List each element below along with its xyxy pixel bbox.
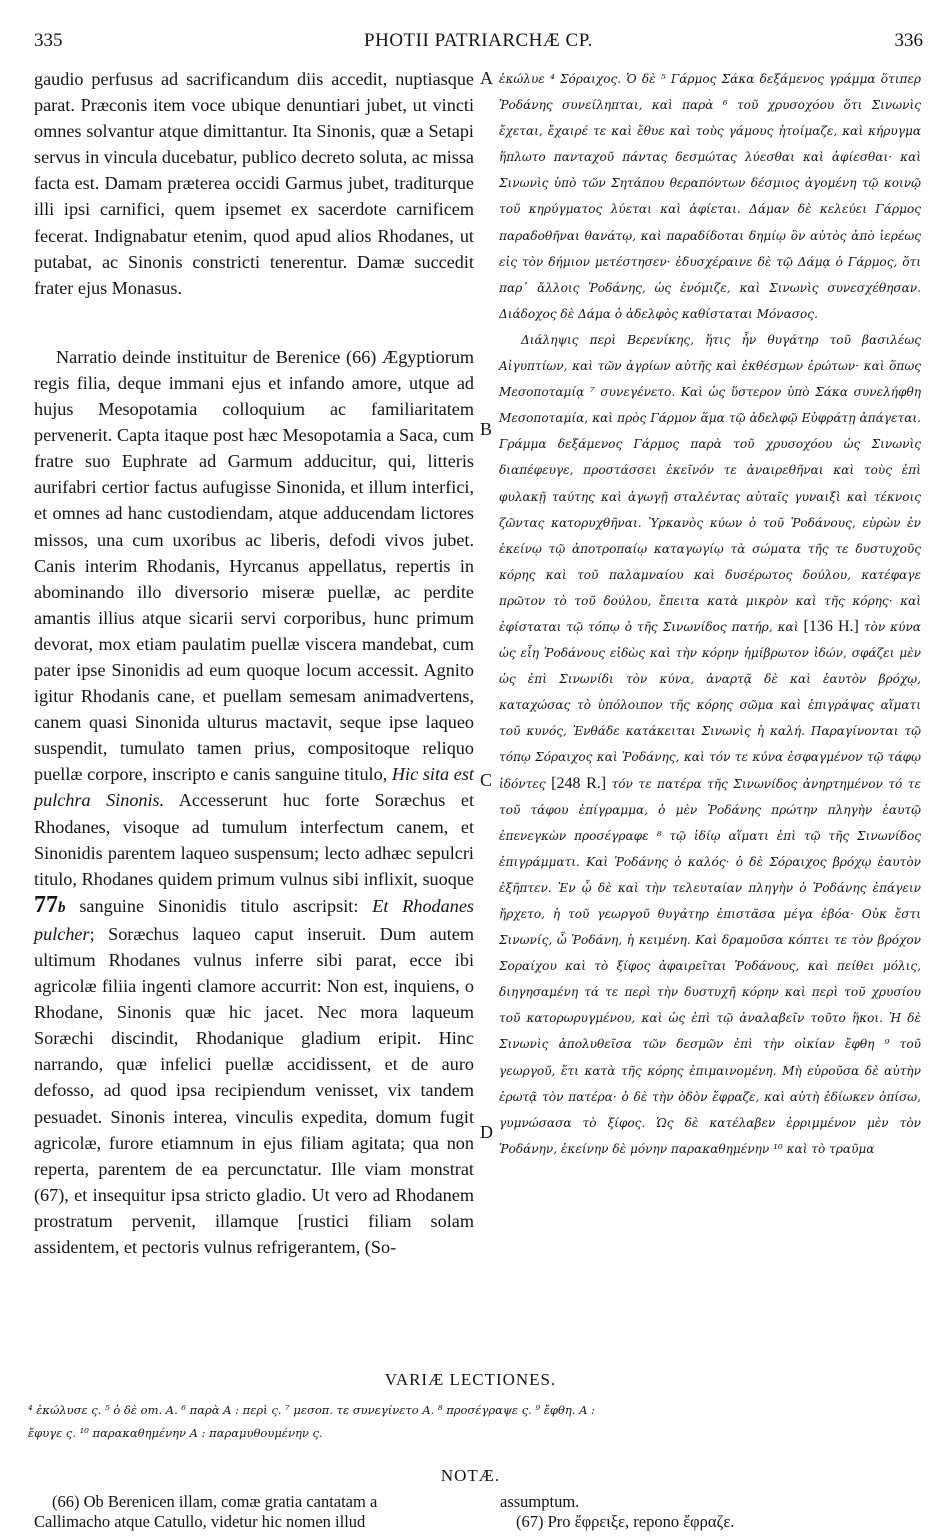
section-marker-d: D — [480, 1122, 493, 1142]
latin-text: ; Soræchus laqueo caput inseruit. Dum autem ultimum Rhodanes vulnus inferre sibi parat, ecce ibi agricolæ filiia ingenti clamore accurrit: Non est, inquiens, o Rhodane, Sinonis quæ hic jacet. Nec mora laqueum Soræchi discindit, Rhodanique gladium eripit. Hinc narrando, quæ infelici puellæ accidissent, et de auro defosso, ad quod ipsa recipiendum venisset, vix tandem pesuadet. Sinonis interea, vinculis expedita, domum fugit agricolæ, furore etiamnum in ejus filiam agitata; qua non reperta, parentem de ea percunctatur. Ille viam monstrat (67), et insequitur ipsa stricto gladio. Ut vero ad Rhodanem prostratum pervenit, illamque [rustici filiam solam assidentem, et pectoris vulnus refrigerantem, (So- — [34, 923, 474, 1258]
greek-text: τὸν κύνα ὡς εἶη Ῥοδάνους εἰδὼς καὶ τὴν κόρην ἡμίβρωτον ἰδών, σφάζει μὲν ὡς ἐπὶ Σινωνίδι τὸν κύνα, ἀναρτᾷ δὲ καὶ ἑαυτὸν βρόχῳ, καταχώσας τὸ ὑπόλοιπον τῆς κόρης σῶμα καὶ ἐπιγράψας αἵματι τοῦ κυνός, Ἐνθάδε κατάκειται Σινωνὶς ἡ καλή. Παραγίνονται τῷ τόπῳ Σόραιχος καὶ Ῥοδάνης, καὶ τόν τε κύνα ἐσφαγμένον τῷ τάφῳ ἰδόντες — [499, 619, 921, 791]
latin-paragraph-1: gaudio perfusus ad sacrificandum diis accedit, nuptiasque parat. Præconis item voce ubique denuntiari jubet, ut vincti omnes solvantur atque dimittantur. Ita Sinonis, quæ a Setapi servus in vincula ducebatur, publico decreto soluta, ac missa facta est. Damam præterea occidi Garmus jubet, traditurque illi ipsi carnifici, quem ipsemet ex sacerdote carnificem fecerat. Indignabatur etenim, quod apud alios Rhodanes, ut putabat, ac Sinonis constricti tenerentur. Damæ succedit frater ejus Monasus. — [34, 69, 474, 298]
notae-heading: NOTÆ. — [440, 1466, 501, 1485]
greek-paragraph-2 — [499, 327, 921, 1162]
section-marker-b: B — [480, 419, 493, 439]
page-reference: [248 R.] — [551, 774, 607, 792]
latin-text: Narratio deinde instituitur de Berenice (66) Ægyptiorum regis filia, deque immani ejus et infando amore, utque ad hujus Mesopotamia colloquium ac familiaritatem pervenerit. Capta itaque post hæc Mesopotamia a Saca, cum fratre suo Euphrate ad Garmum adducitur, qui, litteris aurifabri certior factus aufugisse Sinonida, et illum interfici, et omnes ad hanc custodiendam, atque adducendam lictores missos, una cum uxoribus ac liberis, defodi vivos jubet. Canis interim Rhodanis, Hyrcanus appellatus, repertis in abominando illo diversorio miseræ puellæ, ac perdite amantis illius atque sicarii servi corporibus, hunc primum devorat, mox etiam paulatim puellæ viscera mandebat, cum pater ipse Sinonidis ad eum quoque locum accessit. Agnito igitur Rhodanis cane, et puellam semesam animadvertens, canem quasi Sinonida ulturus mactavit, seque ipse laqueo suspendit, tumulato tamen prius, compositoque reliquo puellæ corpore, inscripto e canis sanguine titulo, — [34, 346, 474, 785]
greek-text: Διάληψις περὶ Βερενίκης, ἥτις ἦν θυγάτηρ τοῦ βασιλέως Αἰγυπτίων, καὶ τῶν ἀγρίων αὐτῆς καὶ ἐκθέσμων ἐρώτων· καὶ ὅπως Μεσοποταμίᾳ ⁷ συνεγένετο. Καὶ ὡς ὕστερον ὑπὸ Σάκα συνελήφθη Μεσοποταμία, καὶ πρὸς Γάρμον ἅμα τῷ ἀδελφῷ Εὐφράτῃ ἀπάγεται. Γράμμα δεξάμενος Γάρμος παρὰ τοῦ χρυσοχόου ὡς Σινωνὶς διαπέφευγε, προστάσσει ἐκεῖνόν τε ἀναιρεθῆναι καὶ τοὺς ἐπὶ φυλακῇ ταύτης καὶ ἀγωγῇ σταλέντας αὐταῖς γυναιξὶ καὶ τέκνοις ζῶντας κατορυχθῆναι. Ὑρκανὸς κύων ὁ τοῦ Ῥοδάνους, εὑρὼν ἐν ἐκείνῳ τῷ ἀποτροπαίῳ καταγωγίῳ τὰ σώματα τῆς τε δυστυχοῦς κόρης καὶ τοῦ παλαμναίου καὶ δυσέρωτος δούλου, κατέφαγε πρῶτον τὸ τοῦ δούλου, ἔπειτα κατὰ μικρὸν καὶ τῆς κόρης· καὶ ἐφίσταται τῷ τόπῳ ὁ τῆς Σινωνίδος πατήρ, καὶ — [499, 332, 921, 634]
section-marker-c: C — [480, 770, 493, 790]
greek-column — [499, 66, 921, 1162]
greek-paragraph-1: ἐκώλυε ⁴ Σόραιχος. Ὁ δὲ ⁵ Γάρμος Σάκα δεξάμενος γράμμα ὅτιπερ Ῥοδάνης συνείληπται, καὶ παρὰ ⁶ τοῦ χρυσοχόου ὅτι Σινωνὶς ἔχεται, ἔχαιρέ τε καὶ ἔθυε καὶ τοὺς γάμους ἡτοίμαζε, καὶ κήρυγμα ἥπλωτο πανταχοῦ πάντας δεσμώτας λύεσθαι καὶ ἀφίεσθαι· καὶ Σινωνὶς ὑπὸ τῶν Σητάπου θεραπόντων δέσμιος ἀγομένη τῷ κοινῷ τοῦ κηρύγματος λύεται καὶ ἀφίεται. Δάμαν δὲ κελεύει Γάρμος παραδοθῆναι θανάτῳ, καὶ παραδίδοται δημίῳ ὃν αὐτὸς ἀπὸ ἱερέως εἰς τὸν δήμιον μετέστησεν· ἐδυσχέραινε δὲ τῷ Δάμᾳ ὁ Γάρμος, ὅτι παρ᾽ ἄλλοις Ῥοδάνης, ὡς ἐνόμιζε, καὶ Σινωνὶς συνεσχέθησαν. Διάδοχος δὲ Δάμα ὁ ἀδελφὸς καθίσταται Μόνασος. — [499, 72, 921, 321]
running-title: PHOTII PATRIARCHÆ CP. — [364, 30, 593, 51]
latin-text: Accesserunt huc forte Soræchus et Rhodanes, visoque ad tumulum interfectum canem, et Sinonidis parentem laqueo suspensum; lecto adhæc sepulcri titulo, Rhodanes quidem primum vulnus sibi inflixit, suoque — [34, 790, 474, 889]
column-number: 77b — [34, 891, 66, 918]
page-reference: [136 H.] — [803, 617, 859, 635]
variae-line-1: ⁴ ἐκώλυσε ς. ⁵ ὁ δὲ om. A. ⁶ παρὰ A : περὶ ς. ⁷ μεσοπ. τε συνεγίνετο A. ⁸ προσέγραψε ς. ⁹ ἔφθη. A : — [28, 1403, 595, 1417]
note-66-line-1: (66) Ob Berenicen illam, comæ gratia cantatam a — [52, 1492, 378, 1511]
latin-inscription-2: Et Rhodanes pulcher — [34, 895, 474, 944]
latin-inscription-1: Hic sita est pulchra Sinonis. — [34, 764, 474, 811]
left-page-number: 335 — [34, 30, 63, 51]
variae-line-2: ἔφυγε ς. ¹⁰ παρακαθημένην A : παραμυθουμένην ς. — [28, 1426, 323, 1440]
latin-text: sanguine Sinonidis titulo ascripsit: — [79, 895, 359, 916]
page-header — [34, 30, 923, 58]
note-66-line-3: assumptum. — [500, 1492, 580, 1511]
right-page-number: 336 — [894, 30, 923, 51]
note-67: (67) Pro ἔφρειξε, repono ἔφραζε. — [516, 1512, 735, 1531]
section-marker-a: A — [480, 68, 493, 88]
note-66-line-2: Callimacho atque Catullo, videtur hic nomen illud — [34, 1512, 366, 1531]
greek-text: τόν τε πατέρα τῆς Σινωνίδος ἀνηρτημένον τό τε τοῦ τάφου ἐπίγραμμα, ὁ μὲν Ῥοδάνης πρώτην πληγὴν ἑαυτῷ ἐπενεγκὼν προσέγραφε ⁸ τῷ ἰδίῳ αἵματι ἐπὶ τῷ τῆς Σινωνίδος ἐπιγράμματι. Καὶ Ῥοδάνης ὁ καλός· ὁ δὲ Σόραιχος βρόχῳ ἑαυτὸν ἐξῆπτεν. Ἐν ᾧ δὲ καὶ τὴν τελευταίαν πληγὴν ὁ Ῥοδάνης ἐπάγειν ἤρχετο, ἡ τοῦ γεωργοῦ θυγάτηρ ἐπιστᾶσα μέγα ἐβόα· Οὐκ ἔστι Σινωνίς, ὦ Ῥοδάνη, ἡ κειμένη. Καὶ δραμοῦσα κόπτει τε τὸν βρόχον Σοραίχου καὶ τὸ ξίφος ἀφαιρεῖται Ῥοδάνους, καὶ πείθει μόλις, διηγησαμένη τά τε περὶ τὴν δυστυχῆ κόρην καὶ περὶ τοῦ χρυσίου τοῦ κατορωρυγμένου, καὶ ὡς ἐπὶ τῷ ἀναλαβεῖν τοῦτο ἥκοι. Ἡ δὲ Σινωνὶς ἀπολυθεῖσα τῶν δεσμῶν ἐπὶ τὴν οἰκίαν ἔφθη ⁹ τοῦ γεωργοῦ, ἔτι κατὰ τῆς κόρης ἐπιμαινομένη. Μὴ εὑροῦσα δὲ αὐτὴν ἐρωτᾷ τὸν πατέρα· ὁ δὲ τὴν ὁδὸν ἔφραζε, καὶ αὐτὴ ἐδίωκεν ὀπίσω, γυμνώσασα τὸ ξίφος. Ὡς δὲ κατέλαβεν ἐρριμμένον μὲν τὸν Ῥοδάνην, ἐκείνην δὲ μόνην παρακαθημένην ¹⁰ καὶ τὸ τραῦμα — [499, 776, 921, 1156]
latin-column — [34, 66, 474, 1260]
variae-heading: VARIÆ LECTIONES. — [384, 1370, 557, 1389]
latin-paragraph-2 — [34, 344, 474, 1260]
